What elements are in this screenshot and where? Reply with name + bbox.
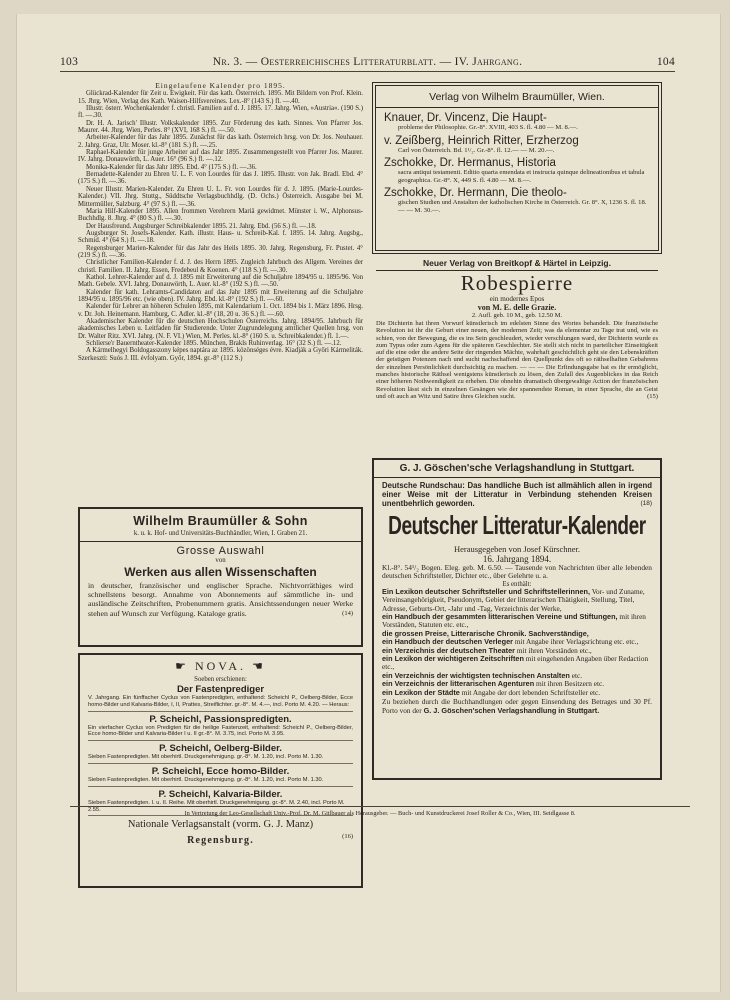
hand-left-icon: ☛: [175, 659, 189, 673]
contents-item-bold: ein Lexikon der Städte: [382, 687, 460, 697]
verlag-book: [384, 135, 650, 155]
kalender-entry: Raphael-Kalender für junge Arbeiter auf das Jahr 1895. Zusammengestellt von Pfarrer Jos. Maurer. IV. Jahrg. Donauwörth, L. Auer. 16° (96 S.) fl. —.12.: [78, 149, 363, 164]
goeschen-quote: Deutsche Rundschau: Das handliche Buch ist allmählich allen in irgend einer Weise mit der Litteratur in Verbindung stehenden Kreisen unentbehrlich geworden.: [382, 481, 652, 508]
contents-item-text: mit Angabe ihrer Verlagsrichtung etc. etc.,: [514, 637, 639, 647]
nova-city: Regensburg.: [187, 835, 254, 847]
nova-item-title: P. Scheichl, Passionspredigten.: [149, 713, 292, 725]
verlag-book-head: Zschokke, Dr. Hermann, Die theolo-: [384, 187, 567, 199]
contents-list: [382, 588, 652, 697]
ad-number: (18): [640, 500, 652, 507]
breitkopf-body: Die Dichterin hat ihren Vorwurf künstlerisch im edelsten Sinne des Wortes behandelt. Die französische Revolution ist ihr die Geburt einer neuen, der modernen Zeit; was da elementar zu Tage trat und, wie es schien, von der Bewegung, die es ins Sein geschleudert, wieder verschlungen ward, der Dichterin wurde es zum Typus oder zum Agens für die späteren Geschlechter. Sie stellt sich nicht in parteilicher Einseitigkeit auf die eine oder die andere Seite der ringenden Mächte, wahrhaft geschichtlich geht sie den Lebenskräften der geistigen Potenzen nach und sucht nachschaffend den Quellpunkt des oft so räthselhaften Gebahrens der einzelnen Persönlichkeit durchsichtig zu machen. — — — Die Erfindungsgabe hat es ihr ermöglicht, manches historische Räthsel wenigstens künstlerisch zu lösen, den Zufall des Augenblickes in das Reich einer höheren Nothwendigkeit zu erheben. Die ohnehin dramatisch übergewaltige Action der französischen Revolution lässt sich in einzelnen Gesängen wie der spannendste Roman, in einer Sprache, die an Geist und oft auch an Witz und Satire ihres Gleichen sucht.: [376, 320, 658, 400]
kalender-entry: Kalender für kath. Lehramts-Candidaten auf das Jahr 1895 mit Erweiterung auf die Schuljahre 1894/95 u. 1895/96 etc. (wie oben). IV. Jahrg. Ebd. kl.-8° (192 S.) fl. —.60.: [78, 288, 363, 303]
goeschen-ad: [372, 458, 662, 780]
verlag-book-head: v. Zeißberg, Heinrich Ritter, Erzherzog: [384, 134, 579, 147]
kalender-entry: Dr. H. A. Jarisch' Illustr. Volkskalender 1895. Zur Förderung des kath. Sinnes. Von Pfarrer Jos. Maurer. 44. Jhrg. Wien, Perles. 8° (XVI, 168 S.) fl. —.50.: [78, 119, 363, 135]
contents-item-text: mit Angabe der dort lebenden Schriftsteller etc.: [461, 687, 601, 697]
verlag-book: [384, 112, 650, 132]
robespierre-title: Robespierre: [460, 271, 574, 295]
verlag-book-head: Knauer, Dr. Vincenz, Die Haupt-: [384, 112, 547, 124]
author-line: von M. E. delle Grazie.: [477, 303, 557, 312]
enthaelt-label: Es enthält:: [502, 580, 532, 588]
kalender-heading: Eingelaufene Kalender pro 1895.: [155, 82, 286, 90]
page-number-left: 103: [60, 56, 79, 68]
nova-item-title: Der Fastenprediger: [176, 684, 265, 695]
kalender-entry: Monika-Kalender für das Jahr 1895. Ebd. 4° (175 S.) fl. —.36.: [86, 163, 257, 171]
kalender-entry: Regensburger Marien-Kalender für das Jahr des Heils 1895. 30. Jahrg. Regensburg, Fr. Pustet. 4° (219 S.) fl. —.36.: [78, 244, 363, 259]
braumueller-ad: [78, 507, 363, 647]
nova-item-text: Ein vierfacher Cyclus von Predigten für die heilige Fastenzeit, enthaltend: Scheichl P., Oelberg-Bilder, Ecce homo-Bilder und Kalvaria-Bilder I u. II gr.-8°. M. 3.75, incl. Porto M. 3.95.: [88, 724, 353, 738]
contents-item-bold: die grossen Preise, Litterarische Chronik. Sachverständige,: [382, 628, 589, 638]
goeschen-title: G. J. Göschen'sche Verlagshandlung in Stuttgart.: [374, 463, 660, 478]
contents-item-bold: ein Handbuch der deutschen Verleger: [382, 637, 513, 647]
contents-item-bold: ein Handbuch der gesammten litterarischen Vereine und Stiftungen,: [382, 612, 618, 622]
soeben-text: Soeben erschienen:: [194, 676, 247, 683]
right-column: [372, 82, 662, 780]
contents-item-text: mit ihren Besitzern etc.: [536, 679, 605, 689]
verlag-title: Verlag von Wilhelm Braumüller, Wien.: [376, 91, 658, 108]
ad-number: (15): [647, 392, 658, 400]
werken-text: Werken aus allen Wissenschaften: [124, 565, 317, 579]
nova-item-text: Sieben Fastenpredigten. Mit oberhirtl. Druckgenehmigung. gr.-8°. M. 1.20, incl. Porto M. 1.30.: [88, 754, 324, 761]
kalender-entry: Schlierse'r Bauerntheater-Kalender 1895. München, Brakls Ruhinverlag. 16° (32 S.) fl. —.12.: [86, 340, 342, 348]
nova-publisher: Nationale Verlagsanstalt (vorm. G. J. Manz): [127, 819, 314, 831]
kalender-entry: Der Hausfreund. Augsburger Schreibkalender 1895. 21. Jahrg. Ebd. (56 S.) fl. —.18.: [86, 222, 317, 230]
kalender-entry: Neuer Illustr. Marien-Kalender. Zu Ehren U. L. Fr. von Lourdes für d. J. 1895. (Marie-Lourdes-Kalender.) VII. Jhrg. Stuttg., Süddtsche Verlagsbuchhdlg. (D. Ochs.) Österreich. Ausgabe bei M. Mittermüller, Salzburg. 4° (97 S.) fl. —.36.: [78, 185, 363, 208]
kalender-entry: Bernadette-Kalender zu Ehren U. L. F. von Lourdes für das J. 1895. Illustr. von Jak. Bradl. Ebd. 4° (175 S.) fl. —.36.: [78, 171, 363, 186]
contents-item-bold: Ein Lexikon deutscher Schriftsteller und Schriftstellerinnen,: [382, 586, 591, 596]
nova-item-text: Sieben Fastenpredigten. I. u. II. Reihe. Mit oberhirtl. Druckgenehmigung. gr.-8°. M. 2.40, incl. Porto M. 2.55.: [88, 799, 345, 813]
kalender-entry: Arbeiter-Kalender für das Jahr 1895. Zunächst für das kath. Österreich hrsg. von Dr. Jos. Neuhauer. 2. Jahrg. Graz, Ulr. Moser. kl.-8° (181 S.) fl. —.25.: [78, 134, 363, 149]
nova-item-text: V. Jahrgang. Ein fünffacher Cyclus von Fastenpredigten, enthaltend: Scheichl P., Oelberg-Bilder, Ecce homo-Bilder und Kalvaria-Bilder, I, II, Prattes, Streiflichter. gr.-8°. M. 4.—, incl. Porto M. 4.20. — Heraus:: [88, 695, 353, 708]
kalender-entry: Illustr. österr. Wochenkalender f. christl. Familien auf d. J. 1895. 17. Jahrg. Wien, »Austria«. (190 S.) fl. —.30.: [78, 105, 363, 120]
nova-title: NOVA.: [194, 659, 247, 673]
nova-item: [88, 684, 353, 712]
kalender-description: Kl.-8°. 54¹/₂ Bogen. Eleg. geb. M. 6.50. — Tausende von Nachrichten über alle lebenden deutschen Schriftsteller, Dichter etc., über Gelehrte u. a.: [382, 563, 652, 581]
contents-item-bold: ein Verzeichnis der deutschen Theater: [382, 645, 516, 655]
braumueller-body: in deutscher, französischer und englischer Sprache. Nichtvorräthiges wird schnellstens besorgt. Annahme von Abonnements auf sämmtliche in- und ausländische Zeitschriften, Probenummern gratis. Ansichtssendungen neuer Werke stehen auf Wunsch zur Verfügung. Kataloge gratis.: [88, 581, 353, 618]
braumueller-subtitle: k. u. k. Hof- und Universitäts-Buchhändler, Wien, I. Graben 21.: [133, 530, 308, 537]
contents-item-bold: ein Lexikon der wichtigeren Zeitschriften: [382, 654, 524, 664]
kalender-entry: Kalender für Lehrer an höheren Schulen 1895, mit Kalendarium 1. Oct. 1894 bis 1. März 1896. Hrsg. v. Dr. Joh. Heinemann. Hamburg, C. Adler. kl.-8° (18, 20 u. 36 S.) fl. —.60.: [78, 303, 363, 318]
editor-line: Herausgegeben von Josef Kürschner.: [453, 544, 581, 554]
verlag-book-text: probleme der Philosophie. Gr.-8°. XVIII, 403 S. fl. 4.80 — M. 8.—.: [398, 124, 578, 131]
page-number-right: 104: [656, 56, 675, 68]
contents-item: [382, 613, 652, 630]
contents-item: [382, 588, 652, 613]
verlag-book-text: Carl von Österreich. Bd. 1¹/₂. Gr.-8°. fl. 12.— — M. 20.—.: [398, 146, 555, 154]
page-header: [60, 52, 675, 72]
kalender-entry: Augsburger St. Josefs-Kalender. Kath. illustr. Haus- u. Schreib-Kal. f. 1895. 14. Jahrg. Augsbg., Schmid. 4° (64 S.) fl. —.18.: [78, 229, 363, 245]
nova-item-title: P. Scheichl, Oelberg-Bilder.: [159, 743, 282, 755]
page-footer: In Vertretung der Leo-Gesellschaft Univ.-Prof. Dr. M. Gitlbauer als Herausgeber. — Buch- und Kunstdruckerei Josef Roller & Co., Wien, III. Seidlgasse 8.: [70, 806, 690, 817]
contents-item-text: mit ihren Vorständen, Statuten etc. etc.,: [382, 612, 646, 630]
contents-item-bold: ein Verzeichnis der litterarischen Agenturen: [382, 679, 535, 689]
verlag-book-head: Zschokke, Dr. Hermanus, Historia: [384, 157, 556, 169]
nova-item: [88, 712, 353, 742]
ad-number: (14): [342, 609, 353, 617]
von-text: von: [215, 557, 226, 564]
nova-item-title: P. Scheichl, Kalvaria-Bilder.: [158, 788, 283, 800]
closing-bold: G. J. Göschen'schen Verlagshandlung in Stuttgart.: [423, 705, 600, 715]
nova-item-text: Sieben Fastenpredigten. Mit oberhirtl. Druckgenehmigung. gr.-8°. M. 1.20, incl. Porto M. 1.30.: [88, 776, 324, 783]
nova-city-row: [88, 830, 353, 848]
ad-number: (16): [342, 833, 353, 841]
verlag-book-text: gischen Studien und Anstalten der katholischen Kirche in Österreich. Gr. 8°. X, 1236 S. fl. 18.— — M. 30.—.: [398, 199, 647, 214]
verlag-book: [384, 187, 650, 214]
grosse-auswahl: Grosse Auswahl: [176, 545, 265, 557]
braumueller-verlag-ad: [372, 82, 662, 254]
kalender-entry: Maria Hilf-Kalender 1895. Allen frommen Verehrern Mariä gewidmet. Münster i. W., Alphonsus-Buchhdlg. 8. Jhrg. 4° (80 S.) fl. —.30.: [78, 207, 363, 223]
kalender-entry: Akademischer Kalender für die deutschen Hochschulen Österreichs. Jahrg. 1894/95. Jahrbuch für akademisches Leben u. Leitfaden für Studierende. Unter Zugrundelegung amtlicher Quellen hrsg. von Dr. Walter Ritz. XVI. Jahrg. (N. F. VI.) Wien, M. Perles. kl.-8° (160 S. u. Schreibkalender.) fl. 1.—.: [78, 318, 363, 340]
contents-item-bold: ein Verzeichnis der wichtigsten technischen Anstalten: [382, 670, 570, 680]
verlag-book-text: sacra antiqui testamenti. Editio quarta emendata et instructa quinque delineationibus et tabula geographica. Gr.-8°. X, 449 S. fl. 4.80 — M. 8.—.: [398, 169, 645, 184]
hand-right-icon: ☚: [252, 659, 266, 673]
kalender-entry: Kathol. Lehrer-Kalender auf d. J. 1895 mit Erweiterung auf die Schuljahre 1894/95 u. 1895/96. Von Math. Gebele. XVI. Jahrg. Donauwörth, L. Auer. kl.-8° (192 S.) fl. —.50.: [78, 273, 363, 289]
verlag-book: [384, 157, 650, 184]
kalender-entry: Glückrad-Kalender für Zeit u. Ewigkeit. Für das kath. Österreich. 1895. Mit Bildern von Prof. Klein. 15. Jhrg. Wien, Verlag des Kath. Waisen-Hilfsvereines. Lex.-8° (143 S.) fl. —.40.: [78, 90, 363, 105]
price-line: 2. Aufl. geb. 10 M., geb. 12.50 M.: [471, 312, 563, 319]
kalender-book-title: Deutscher Litteratur-Kalender: [388, 512, 646, 541]
epos-subtitle: ein modernes Epos: [489, 295, 545, 303]
breitkopf-ad: [372, 258, 662, 448]
contents-item-text: etc.: [571, 670, 583, 680]
nova-item-title: P. Scheichl, Ecce homo-Bilder.: [151, 765, 290, 777]
nova-item: [88, 741, 353, 764]
breitkopf-title: Neuer Verlag von Breitkopf & Härtel in Leipzig.: [376, 258, 658, 271]
left-column: [78, 82, 363, 888]
braumueller-name: Wilhelm Braumüller & Sohn: [133, 514, 308, 528]
kalender-entry: Christlicher Familien-Kalender f. d. J. des Herrn 1895. Zugleich Jahrbuch des Allgem. Vereines der christl. Familien. II. Jahrg. Essen, Fredebeul & Koenen. 4° (118 S.) fl. —.30.: [78, 259, 363, 274]
contents-item: [382, 655, 652, 672]
contents-item: [382, 689, 652, 697]
running-title: Nr. 3. — Oesterreichisches Litteraturblatt. — IV. Jahrgang.: [212, 56, 523, 68]
kalender-entry: A Kármelhegyi Boldogasszony képes naptára az 1895. közönséges évre. Kiadják a Győri Kármeliták. Szerkeszti: Suós J. III. évfolyam. Győr, 1894. gr.-8° (112 S.): [78, 347, 363, 362]
closing-text: Zu beziehen durch die Buchhandlungen oder gegen Einsendung des Betrages und 30 Pf. Porto von der: [382, 697, 652, 715]
nova-title-row: [88, 659, 353, 674]
contents-item-text: mit ihren Vorständen etc.,: [516, 645, 592, 655]
nova-item: [88, 764, 353, 787]
year-line: 16. Jahrgang 1894.: [482, 554, 552, 564]
kalender-list: [78, 82, 363, 502]
contents-item-text: Vor- und Zuname, Vereinsangehörigkeit, Pseudonym, Gebiet der litterarischen Thätigkeit, Stellung, Titel, Adresse, Geburts-Ort, -Jahr und -Tag, Verzeichnis der Werke,: [382, 586, 645, 613]
contents-item-text: mit eingehenden Angaben über Redaction etc.,: [382, 654, 649, 672]
nova-ad: [78, 653, 363, 888]
